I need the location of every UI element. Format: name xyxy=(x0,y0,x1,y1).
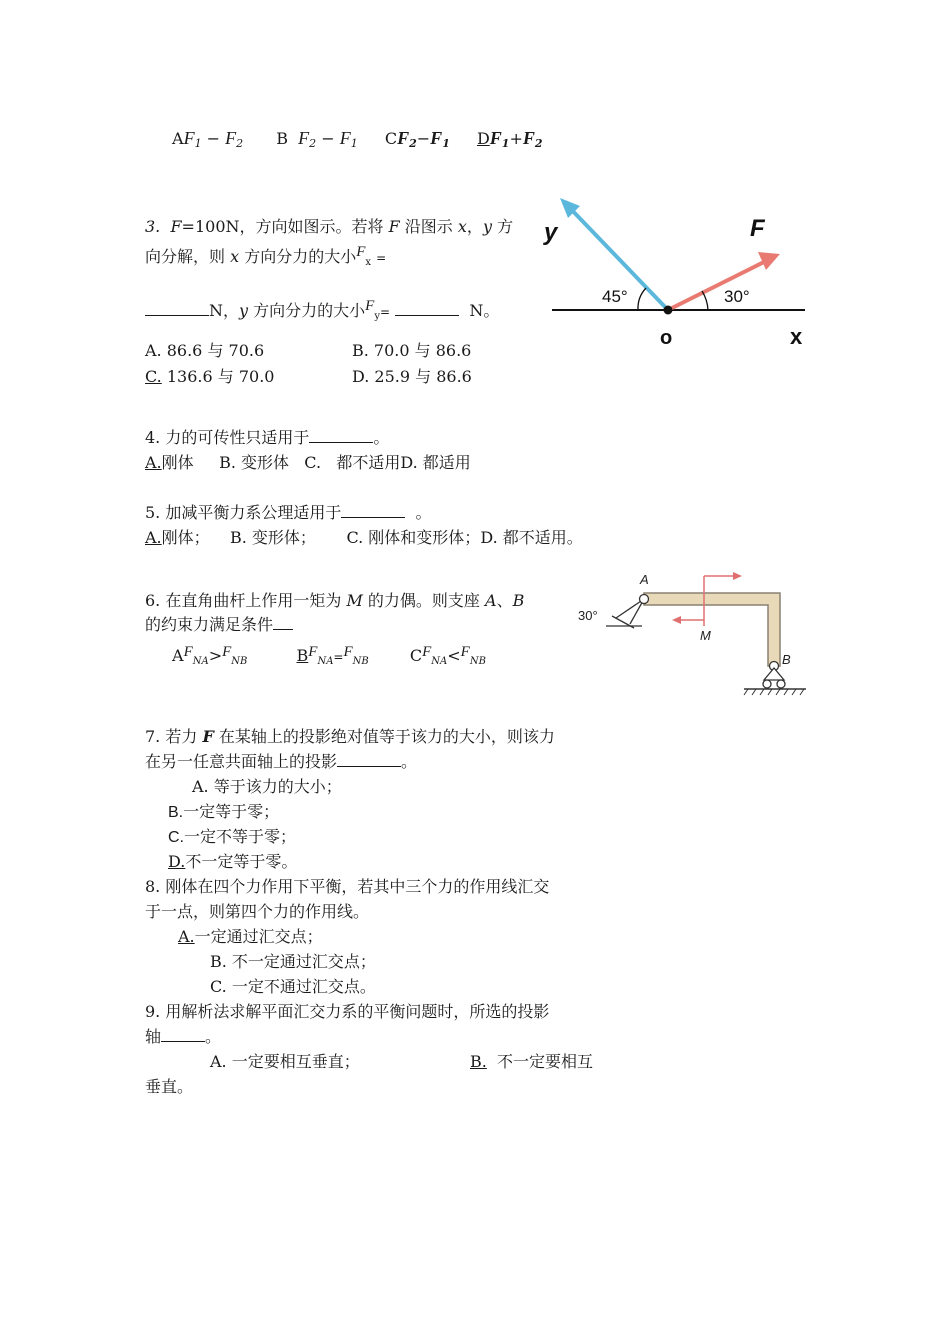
moment-lower-arrowhead xyxy=(672,616,681,624)
angle-arc-30 xyxy=(702,291,708,310)
hatch xyxy=(792,689,796,695)
q3-option-c: C. 136.6 与 70.0 xyxy=(145,367,275,386)
support-b-triangle xyxy=(764,668,784,680)
q5-stem: 5. 加减平衡力系公理适用于 。 xyxy=(145,503,432,522)
roller-1 xyxy=(763,680,771,688)
origin-point xyxy=(664,306,673,315)
q7-option-a: A. 等于该力的大小； xyxy=(192,777,342,796)
q7-line2: 在另一任意共面轴上的投影 。 xyxy=(145,752,418,771)
q2-option-a: $AF_1 - F_2$ xyxy=(172,128,244,150)
force-f-arrow xyxy=(668,260,768,310)
label-a: A xyxy=(640,572,649,587)
x-label: x xyxy=(790,324,803,349)
q7-option-b: B.一定等于零； xyxy=(168,804,280,821)
q3-option-a: A. 86.6 与 70.6 xyxy=(145,341,265,360)
q3-option-b: B. 70.0 与 86.6 xyxy=(352,341,472,360)
roller-2 xyxy=(777,680,785,688)
q5-options: A.刚体； B. 变形体； C. 刚体和变形体；D. 都不适用。 xyxy=(145,528,583,547)
angle-30-label: 30° xyxy=(578,608,598,623)
q9-line4: 垂直。 xyxy=(145,1077,194,1096)
q7-line1: 7. 若力 F 在某轴上的投影绝对值等于该力的大小，则该力 xyxy=(145,727,555,746)
label-m: M xyxy=(700,628,711,643)
q6-line2: 的约束力满足条件 xyxy=(145,612,293,635)
moment-upper-arrowhead xyxy=(733,572,742,580)
hatch xyxy=(760,689,764,695)
f-label: F xyxy=(750,215,765,242)
angle-30-label: 30° xyxy=(724,287,750,306)
hatch xyxy=(776,689,780,695)
hatch xyxy=(768,689,772,695)
q8-line1: 8. 刚体在四个力作用下平衡，若其中三个力的作用线汇交 xyxy=(145,877,550,896)
hatch xyxy=(744,689,748,695)
o-label: o xyxy=(660,327,673,349)
q9-option-b: B. 不一定要相互 xyxy=(470,1052,594,1071)
q8-option-b: B. 不一定通过汇交点； xyxy=(210,952,376,971)
q3-force-diagram xyxy=(540,188,820,353)
y-label: y xyxy=(544,219,558,246)
q8-option-c: C. 一定不通过汇交点。 xyxy=(210,977,376,996)
q6-options xyxy=(172,644,486,667)
q3-line2: 向分解，则 x 方向分力的大小$F_x$ = xyxy=(145,244,387,268)
q3-line3: N，y 方向分力的大小$F_y=$ N。 xyxy=(145,298,499,322)
q6-line1: 6. 在直角曲杆上作用一矩为 M 的力偶。则支座 A、B xyxy=(145,591,525,610)
q6-option-c: $CF_{NA}<F_{NB}$ xyxy=(409,644,486,667)
hatch xyxy=(752,689,756,695)
q9-line2: 轴 。 xyxy=(145,1027,222,1046)
q2-options xyxy=(172,128,543,150)
q2-option-d: $DF_1+F_2$ xyxy=(476,128,543,150)
pin-a xyxy=(640,595,649,604)
q4-stem: 4. 力的可传性只适用于 。 xyxy=(145,428,390,447)
q2-option-b: B $F_2 - F_1$ xyxy=(276,128,358,150)
q9-option-a: A. 一定要相互垂直； xyxy=(210,1052,360,1071)
angle-arc-45 xyxy=(638,288,646,310)
angle-45-label: 45° xyxy=(602,287,628,306)
q4-options: A.刚体 B. 变形体 C. 都不适用D. 都适用 xyxy=(145,453,471,472)
q7-option-d: D.不一定等于零。 xyxy=(168,852,298,871)
q6-bent-bar-diagram xyxy=(572,568,812,700)
q9-line1: 9. 用解析法求解平面汇交力系的平衡问题时，所选的投影 xyxy=(145,1002,550,1021)
q6-option-b: $BF_{NA}=F_{NB}$ xyxy=(296,644,369,667)
q6-option-a: $AF_{NA}>F_{NB}$ xyxy=(172,644,248,667)
q3-line1: 3. F=100N，方向如图示。若将 F 沿图示 x，y 方 xyxy=(145,217,514,236)
q8-line2: 于一点，则第四个力的作用线。 xyxy=(145,902,370,921)
q2-option-c: $CF_2-F_1$ xyxy=(384,128,450,150)
force-f-arrowhead xyxy=(758,252,780,270)
label-b: B xyxy=(782,652,791,667)
hatch xyxy=(800,689,804,695)
hatch xyxy=(784,689,788,695)
q8-option-a: A.一定通过汇交点； xyxy=(178,927,323,946)
bent-bar xyxy=(644,593,780,666)
q7-option-c: C.一定不等于零； xyxy=(168,829,297,846)
q3-option-d: D. 25.9 与 86.6 xyxy=(352,367,472,386)
